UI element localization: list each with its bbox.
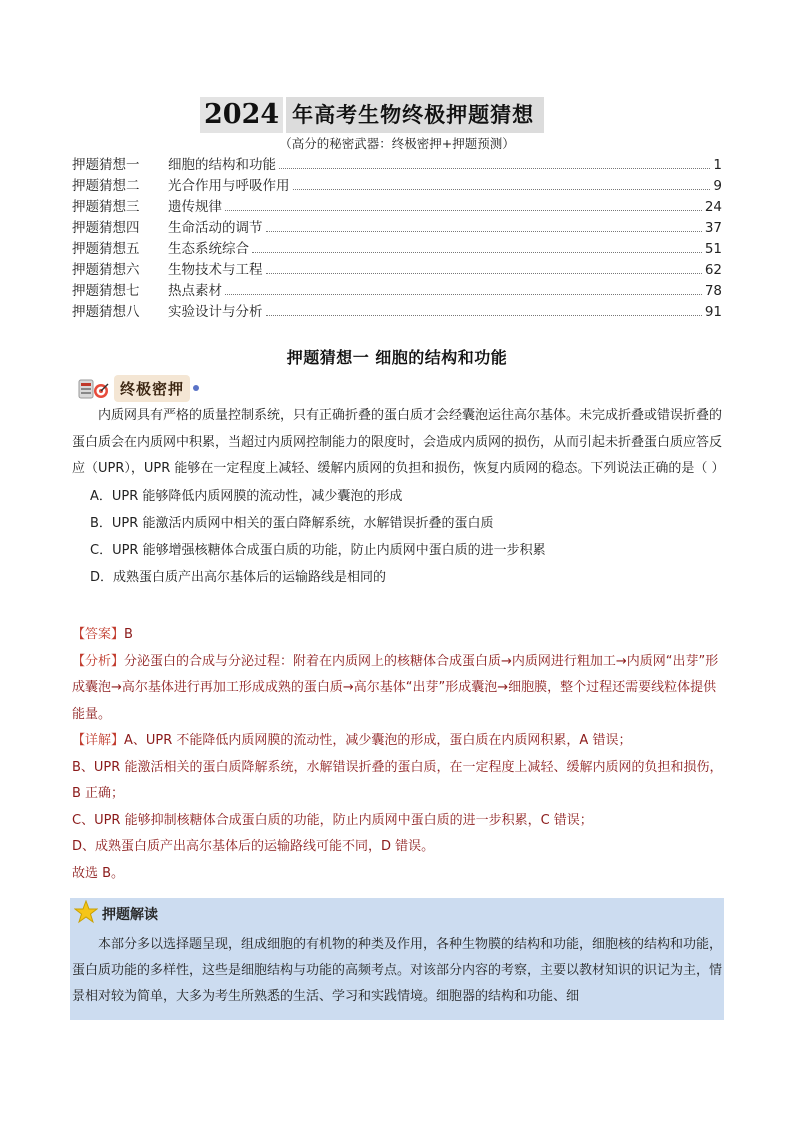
- toc-page: 37: [704, 220, 722, 236]
- analysis-tag: 【分析】: [72, 653, 125, 669]
- tip-heading: [74, 900, 158, 928]
- answer-block: [72, 622, 724, 887]
- toc-page: 24: [704, 199, 722, 215]
- toc-number: 押题猜想六: [72, 262, 140, 278]
- analysis-text: 分泌蛋白的合成与分泌过程：附着在内质网上的核糖体合成蛋白质→内质网进行粗加工→内质网“出芽”形成囊泡→高尔基体进行再加工形成成熟的蛋白质→高尔基体“出芽”形成囊泡→细胞膜，整个过程还需要线粒体提供能量。: [72, 653, 719, 722]
- toc-entry[interactable]: [72, 300, 722, 321]
- answer-tag: 【答案】: [72, 627, 125, 642]
- toc-leader: [225, 294, 702, 295]
- detail-line-d: D、成熟蛋白质产出高尔基体后的运输路线可能不同，D 错误。: [72, 839, 435, 854]
- toc-leader: [252, 252, 702, 253]
- toc-title: 细胞的结构和功能: [168, 157, 276, 173]
- badge-label: 终极密押: [114, 375, 190, 402]
- toc-number: 押题猜想八: [72, 304, 140, 320]
- toc-leader: [266, 231, 702, 232]
- answer-value: B: [124, 627, 133, 642]
- toc-entry[interactable]: [72, 174, 722, 195]
- toc-leader: [225, 210, 702, 211]
- toc-page: 62: [704, 262, 722, 278]
- toc-title: 生态系统综合: [168, 241, 249, 257]
- detail-line-c: C、UPR 能够抑制核糖体合成蛋白质的功能，防止内质网中蛋白质的进一步积累，C 错误；: [72, 812, 593, 828]
- analysis-line: [72, 649, 724, 729]
- section-title: 押题猜想一 细胞的结构和功能: [286, 348, 508, 367]
- toc-leader: [279, 168, 710, 169]
- target-icon: [78, 374, 110, 402]
- option-a: A．UPR 能够降低内质网膜的流动性，减少囊泡的形成: [90, 488, 403, 504]
- toc-number: 押题猜想七: [72, 283, 140, 299]
- document-subtitle: （高分的秘密武器：终极密押+押题预测）: [279, 136, 515, 151]
- toc-entry[interactable]: [72, 237, 722, 258]
- detail-line-a: A、UPR 不能降低内质网膜的流动性，减少囊泡的形成，蛋白质在内质网积累，A 错误；: [124, 733, 632, 748]
- section-badge: [78, 374, 199, 402]
- toc-number: 押题猜想一: [72, 157, 140, 173]
- title-year: 2024: [200, 97, 283, 133]
- toc-number: 押题猜想四: [72, 220, 140, 236]
- toc-page: 78: [704, 283, 722, 299]
- option-d: D．成熟蛋白质产出高尔基体后的运输路线是相同的: [90, 569, 387, 585]
- title-text: 年高考生物终极押题猜想: [286, 97, 544, 133]
- star-icon: [74, 900, 98, 928]
- toc-leader: [293, 189, 711, 190]
- toc-leader: [266, 315, 702, 316]
- toc-title: 生命活动的调节: [168, 220, 263, 236]
- toc-number: 押题猜想三: [72, 199, 140, 215]
- toc-page: 9: [713, 178, 722, 194]
- toc-entry[interactable]: [72, 153, 722, 174]
- detail-tag: 【详解】: [72, 733, 125, 748]
- tip-box: [70, 898, 724, 1020]
- toc-title: 热点素材: [168, 283, 222, 299]
- toc-entry[interactable]: [72, 216, 722, 237]
- tip-text: 本部分多以选择题呈现，组成细胞的有机物的种类及作用，各种生物膜的结构和功能，细胞核的结构和功能，蛋白质功能的多样性，这些是细胞结构与功能的高频考点。对该部分内容的考察，主要以教材知识的识记为主，情景相对较为简单，大多为考生所熟悉的生活、学习和实践情境。细胞器的结构和功能、细: [72, 937, 723, 1004]
- detail-line: [72, 728, 724, 755]
- toc-page: 91: [704, 304, 722, 320]
- option-c: C．UPR 能够增强核糖体合成蛋白质的功能，防止内质网中蛋白质的进一步积累: [90, 542, 546, 558]
- toc-entry[interactable]: [72, 195, 722, 216]
- toc-title: 生物技术与工程: [168, 262, 263, 278]
- toc-title: 光合作用与呼吸作用: [168, 178, 290, 194]
- toc-title: 实验设计与分析: [168, 304, 263, 320]
- toc-entry[interactable]: [72, 279, 722, 300]
- toc-page: 1: [713, 157, 722, 173]
- toc-entry[interactable]: [72, 258, 722, 279]
- toc-number: 押题猜想二: [72, 178, 140, 194]
- toc-leader: [266, 273, 702, 274]
- detail-conclusion: 故选 B。: [72, 865, 125, 881]
- detail-line-b: B、UPR 能激活相关的蛋白质降解系统，水解错误折叠的蛋白质，在一定程度上减轻、缓解内质网的负担和损伤，B 正确；: [72, 759, 723, 801]
- toc-page: 51: [704, 241, 722, 257]
- question-block: [72, 403, 724, 591]
- option-b: B．UPR 能激活内质网中相关的蛋白降解系统，水解错误折叠的蛋白质: [90, 515, 494, 531]
- table-of-contents: [72, 153, 722, 321]
- question-stem: 内质网具有严格的质量控制系统，只有正确折叠的蛋白质才会经囊泡运往高尔基体。未完成折叠或错误折叠的蛋白质会在内质网中积累，当超过内质网控制能力的限度时，会造成内质网的损伤，从而引起未折叠蛋白质应答反应（UPR），UPR 能够在一定程度上减轻、缓解内质网的负担和损伤，恢复内质网的稳态。下列说法正确的是（ ）: [72, 408, 725, 476]
- toc-title: 遗传规律: [168, 199, 222, 215]
- badge-dot-icon: [193, 385, 199, 391]
- document-title: [200, 97, 608, 133]
- toc-number: 押题猜想五: [72, 241, 140, 257]
- tip-heading-label: 押题解读: [102, 907, 158, 923]
- answer-line: [72, 622, 724, 649]
